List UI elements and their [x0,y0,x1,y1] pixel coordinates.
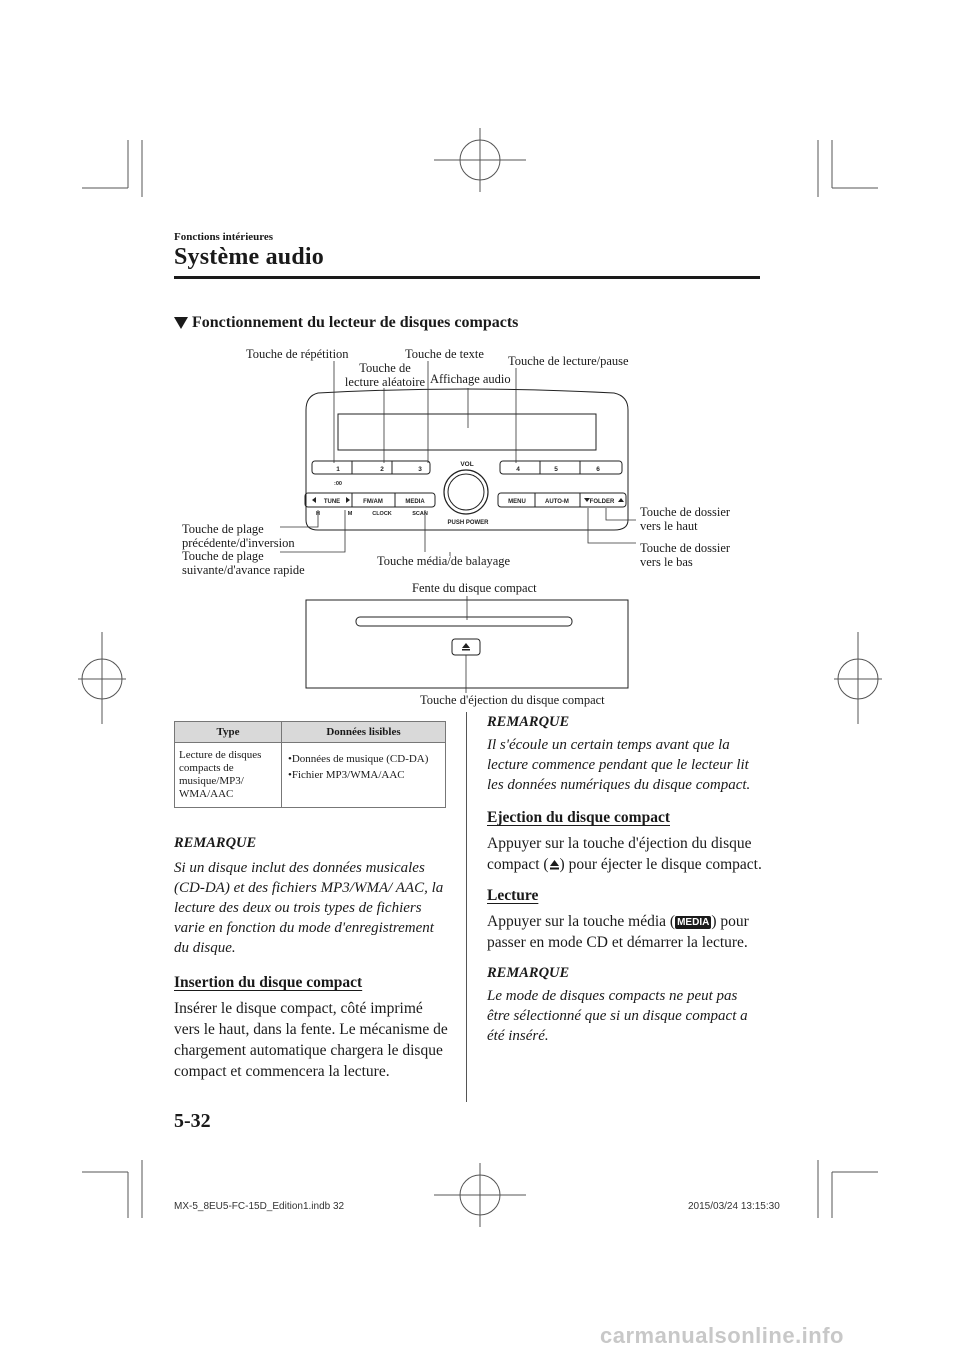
column-divider [466,712,467,1102]
time-label: :00 [334,481,342,487]
menu-label: MENU [508,499,526,505]
eject-heading: Ejection du disque compact [487,809,670,826]
callout-random-line1: Touche de [359,361,411,375]
note-heading: REMARQUE [487,714,570,730]
cd-slot [356,617,572,626]
insert-heading: Insertion du disque compact [174,974,363,991]
note-heading: REMARQUE [487,965,570,981]
eject-text-part1: Appuyer sur la touche d'éjection du disque compact ( [487,835,752,873]
eject-text-part2: ) pour éjecter le disque compact. [559,856,762,873]
callout-prev-track [182,522,295,550]
callout-folder-down-line2: vers le bas [640,555,693,569]
folder-label: FOLDER [589,499,615,505]
callout-next-track [182,549,305,577]
vol-label: VOL [460,461,474,468]
tune-label: TUNE [323,499,341,505]
preset-6-label: 6 [596,466,600,473]
push-power-label: PUSH POWER [447,520,489,526]
media-label: MEDIA [405,499,425,505]
footer-file: MX-5_8EU5-FC-15D_Edition1.indb 32 [174,1201,345,1212]
callout-random [335,361,435,389]
page-number: 5-32 [174,1110,211,1132]
m-label: M [347,511,353,517]
h-label: H [316,511,320,517]
note-text: Le mode de disques compacts ne peut pas être sélectionné que si un disque compact a été inséré. [487,988,748,1044]
media-button-icon: MEDIA [677,917,710,928]
preset-2-label: 2 [380,466,384,473]
callout-text: Touche de texte [405,347,484,361]
callout-prev-line1: Touche de plage [182,522,264,536]
subsection-title: Fonctionnement du lecteur de disques compacts [192,314,519,331]
callout-folder-down [640,541,730,569]
eject-text [487,833,762,875]
callout-display: Affichage audio [430,372,511,386]
table-header-row [175,722,446,743]
callout-cd-slot: Fente du disque compact [412,581,537,595]
callout-media-scan: Touche média/de balayage [377,554,511,568]
play-text-part2: ) pour passer en mode CD et démarrer la lecture. [487,913,749,951]
display-window [338,414,596,450]
preset-1-label: 1 [336,466,340,473]
head-unit-faceplate [306,389,628,530]
data-item-1: Données de musique (CD-DA) [291,753,429,765]
right-column [487,714,762,1046]
preset-button-row-left [312,461,430,474]
clock-label: CLOCK [372,511,392,517]
preset-4-label: 4 [516,466,520,473]
callout-next-line2: suivante/d'avance rapide [182,563,305,577]
folder-up-icon [618,498,624,502]
footer-date: 2015/03/24 13:15:30 [688,1201,780,1212]
next-track-icon [346,497,350,503]
note-text: Il s'écoule un certain temps avant que la lecture commence pendant que le lecteur lit les données numériques du disque compact. [487,737,751,793]
note-text: Si un disque inclut des données musicales (CD-DA) et des fichiers MP3/WMA/ AAC, la lecture des deux ou trois types de fichiers varie en fonction du mode d'enregistrement du disque. [174,860,444,956]
play-text [487,911,762,953]
callout-folder-up [640,505,730,533]
note-heading: REMARQUE [174,835,257,851]
eject-icon [549,859,560,870]
callout-folder-up-line2: vers le haut [640,519,698,533]
callout-eject: Touche d'éjection du disque compact [420,693,605,707]
insert-text: Insérer le disque compact, côté imprimé vers le haut, dans la fente. Le mécanisme de chargement automatique chargera le disque compact et commencera la lecture. [174,1000,448,1080]
section-category: Fonctions intérieures [174,231,274,243]
callout-folder-up-line1: Touche de dossier [640,505,731,519]
auto-m-label: AUTO-M [545,499,569,505]
callout-play-pause: Touche de lecture/pause [508,354,629,368]
table-row [175,743,446,808]
callout-folder-down-line1: Touche de dossier [640,541,731,555]
eject-icon [462,643,470,648]
table-cell-data [282,743,446,808]
readable-data-table [174,721,446,808]
table-header-type: Type [175,722,282,743]
scan-label: SCAN [412,511,428,517]
preset-5-label: 5 [554,466,558,473]
callout-random-line2: lecture aléatoire [344,375,426,389]
callout-next-line1: Touche de plage [182,549,264,563]
table-cell-type: Lecture de disques compacts de musique/MP3/ WMA/AAC [175,743,282,808]
list-item: •Données de musique (CD-DA) [288,753,429,765]
play-text-part1: Appuyer sur la touche média ( [487,913,676,930]
callout-prev-line2: précédente/d'inversion [182,536,295,550]
table-header-data: Données lisibles [282,722,446,743]
left-column [174,835,449,1082]
callout-repeat: Touche de répétition [246,347,349,361]
fm-am-label: FM/AM [363,499,383,505]
volume-knob [444,470,488,514]
play-heading: Lecture [487,887,539,904]
previous-track-icon [312,497,316,503]
data-item-2: Fichier MP3/WMA/AAC [291,769,405,781]
list-item: •Fichier MP3/WMA/AAC [288,769,405,781]
watermark: carmanualsonline.info [600,1323,844,1348]
preset-3-label: 3 [418,466,422,473]
page-title: Système audio [174,244,324,270]
